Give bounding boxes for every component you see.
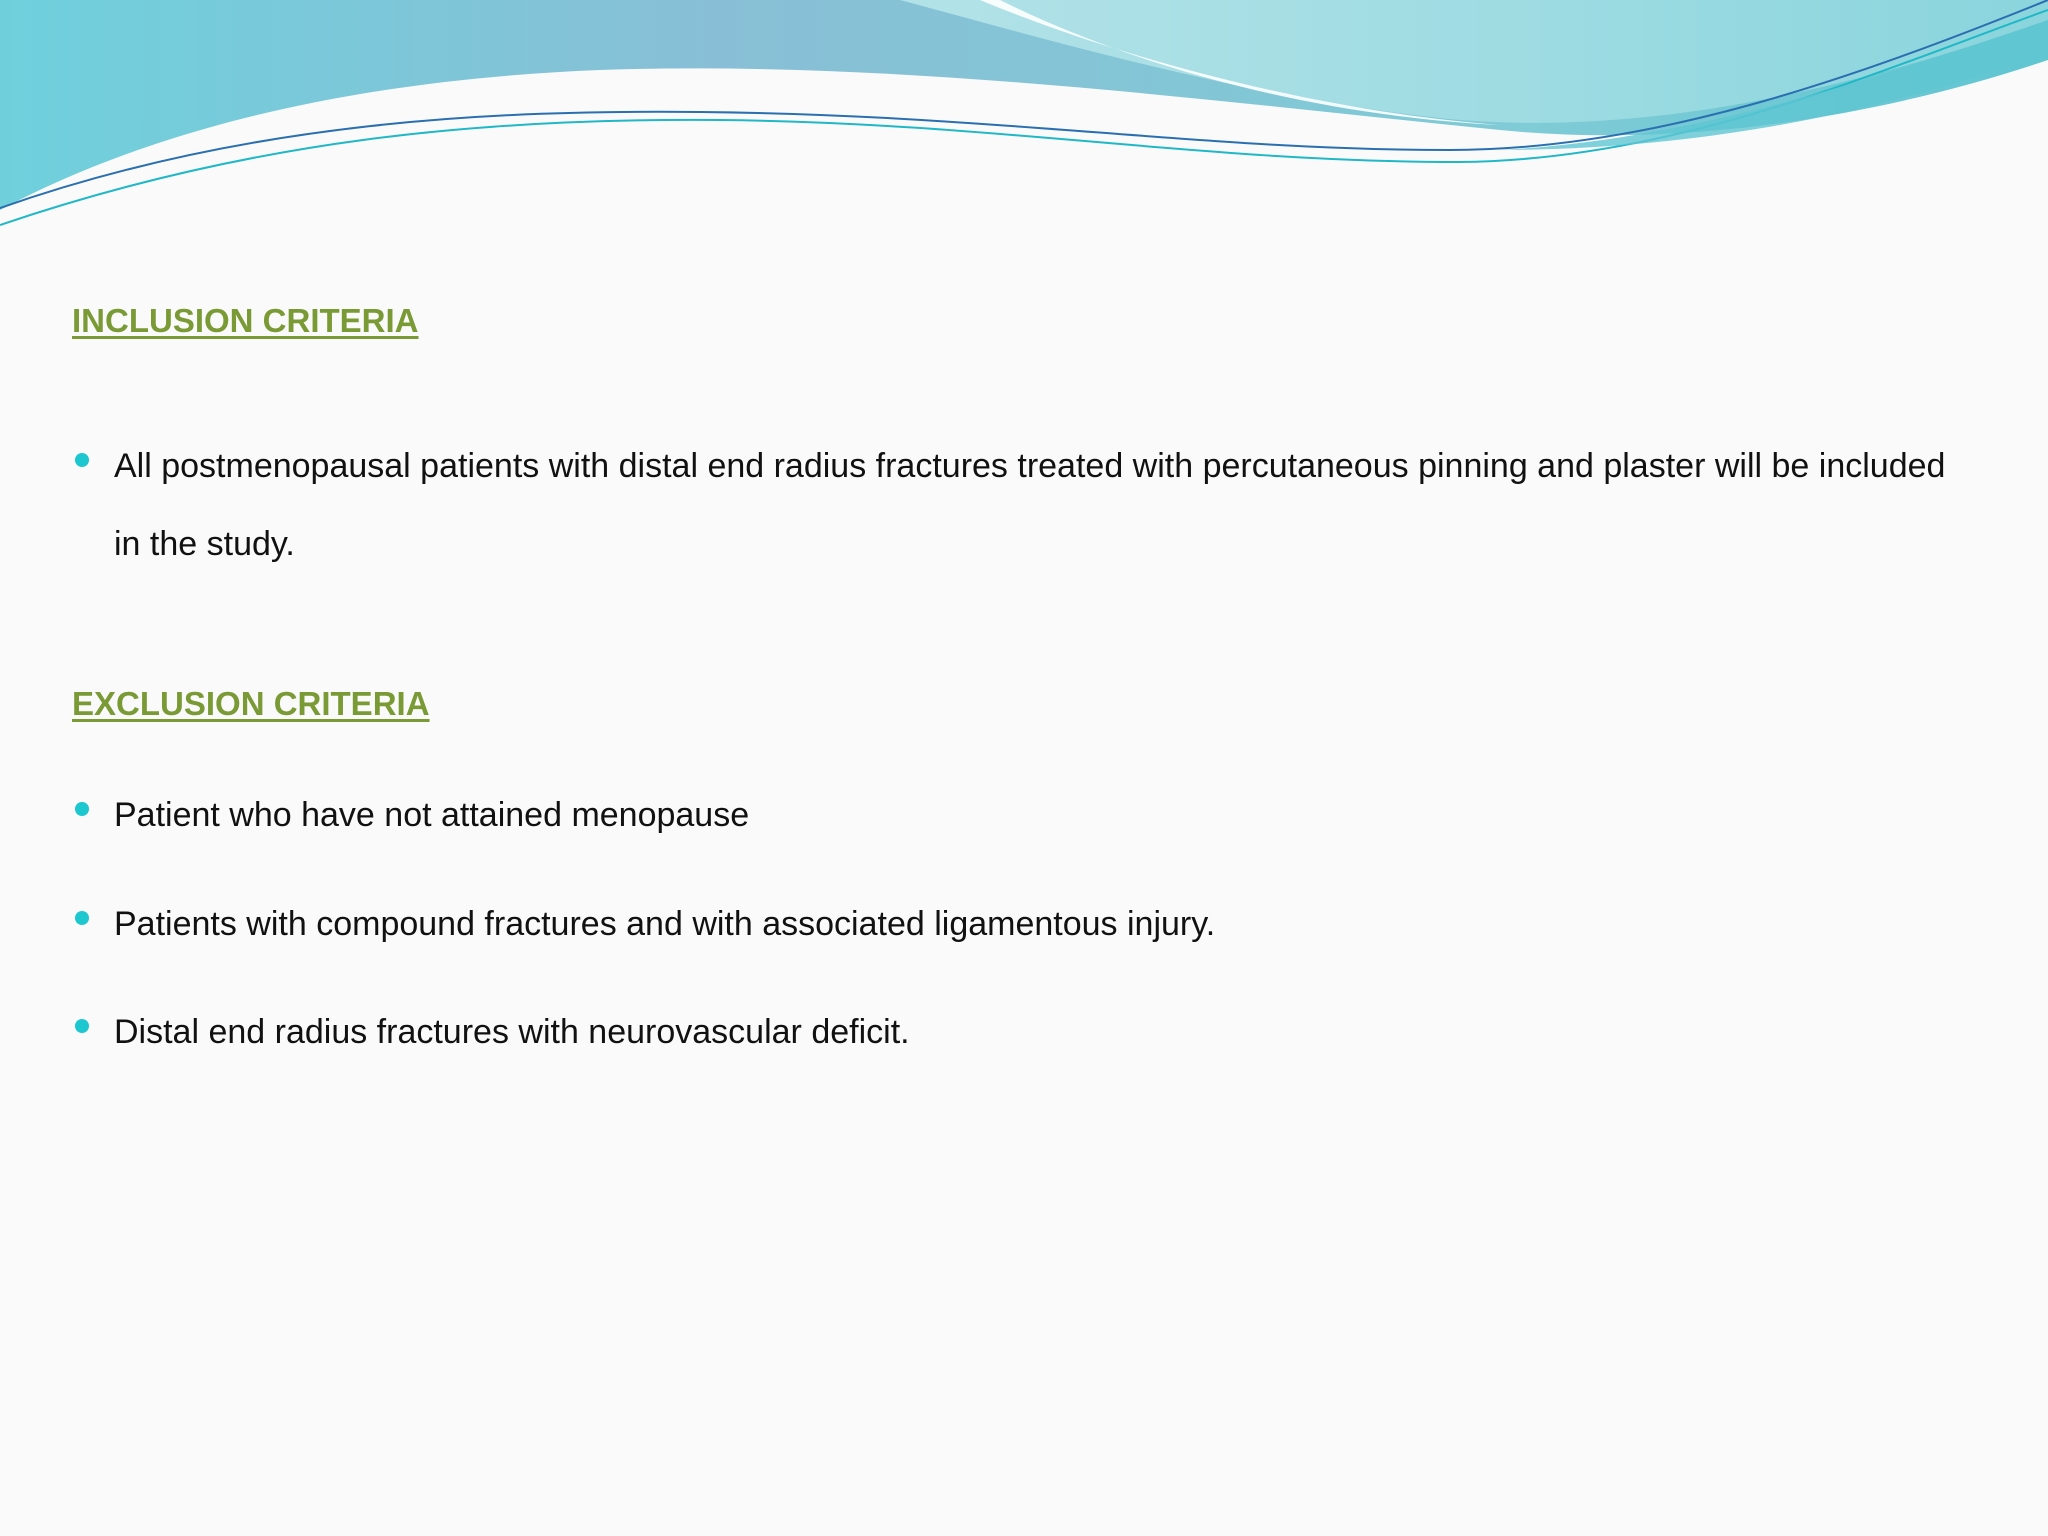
inclusion-criteria-heading: INCLUSION CRITERIA bbox=[72, 302, 419, 339]
exclusion-item-text: Patients with compound fractures and with associated ligamentous injury. bbox=[114, 905, 1216, 943]
inclusion-item-text: All postmenopausal patients with distal end radius fractures treated with percutaneous pinning and plaster will be included in the study. bbox=[114, 447, 1946, 563]
bullet-dot-icon bbox=[75, 802, 89, 816]
exclusion-list-item bbox=[72, 993, 1952, 1071]
inclusion-list-item bbox=[72, 427, 1952, 583]
exclusion-list-item bbox=[72, 776, 1952, 854]
bullet-dot-icon bbox=[75, 911, 89, 925]
exclusion-criteria-heading: EXCLUSION CRITERIA bbox=[72, 685, 430, 722]
bullet-dot-icon bbox=[75, 1019, 89, 1033]
exclusion-item-text: Distal end radius fractures with neurovascular deficit. bbox=[114, 1013, 910, 1051]
bullet-dot-icon bbox=[75, 453, 89, 467]
exclusion-item-text: Patient who have not attained menopause bbox=[114, 796, 750, 834]
wave-banner-decoration bbox=[0, 0, 2048, 240]
exclusion-list-item bbox=[72, 885, 1952, 963]
